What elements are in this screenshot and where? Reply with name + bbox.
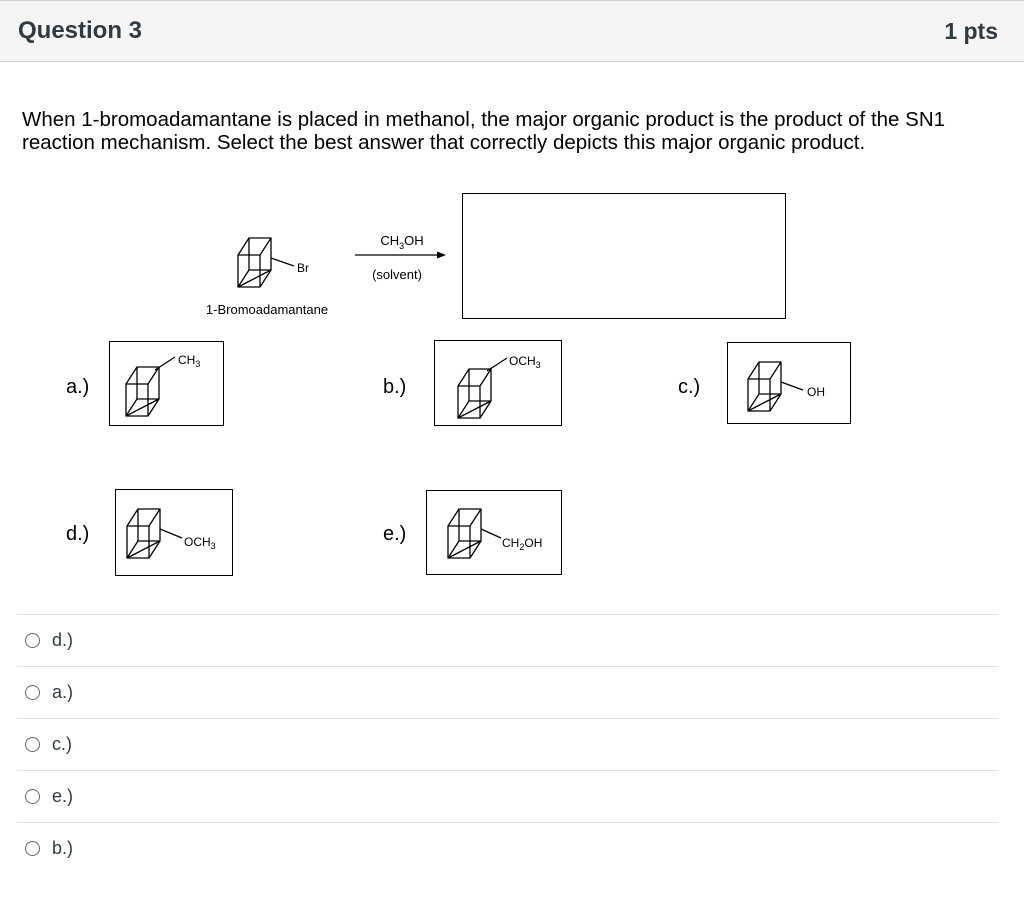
option-b-label: b.) — [383, 376, 407, 398]
reaction-figure — [0, 180, 1024, 600]
option-e-group: $CH_2OH$ — [502, 536, 543, 552]
answer-option[interactable] — [17, 718, 998, 770]
option-b-group: $OCH_3$ — [509, 354, 541, 370]
radio-button[interactable] — [25, 841, 40, 856]
reaction-arrow — [355, 233, 446, 282]
option-d-group: $OCH_3$ — [184, 535, 216, 551]
reaction-figure-svg — [0, 180, 1024, 600]
answer-label[interactable]: a.) — [52, 682, 74, 702]
option-e-label: e.) — [383, 523, 407, 545]
option-b — [383, 341, 562, 426]
question-points: 1 pts — [944, 18, 998, 44]
reactant-label: 1-Bromoadamantane — [205, 302, 329, 317]
reactant-substituent: Br — [297, 261, 309, 275]
reaction-condition: (solvent) — [372, 267, 422, 282]
radio-button[interactable] — [25, 737, 40, 752]
option-d-label: d.) — [66, 523, 90, 545]
question-title: Question 3 — [18, 17, 143, 44]
question-prompt: When 1-bromoadamantane is placed in methanol, the major organic product is the product of the SN1 reaction mechanism. Select the best answer that correctly depicts this major organic product. — [22, 108, 946, 154]
product-answer-box — [463, 194, 786, 319]
answer-label[interactable]: c.) — [52, 734, 72, 754]
answer-label[interactable]: b.) — [52, 838, 74, 858]
option-a-group: $CH_3$ — [178, 353, 201, 369]
option-a-label: a.) — [66, 376, 90, 398]
answer-option[interactable] — [17, 822, 998, 874]
reagent-formula: $CH_3OH$ — [380, 233, 424, 251]
option-c-label: c.) — [678, 376, 701, 398]
answer-option[interactable] — [17, 614, 998, 666]
answer-option[interactable] — [17, 770, 998, 822]
radio-button[interactable] — [25, 685, 40, 700]
option-c — [678, 343, 851, 424]
radio-button[interactable] — [25, 633, 40, 648]
answer-list — [17, 614, 998, 874]
question-header — [0, 0, 1024, 62]
answer-label[interactable]: d.) — [52, 630, 74, 650]
option-d — [66, 490, 233, 576]
option-a — [66, 342, 224, 426]
answer-option[interactable] — [17, 666, 998, 718]
answer-label[interactable]: e.) — [52, 786, 74, 806]
radio-button[interactable] — [25, 789, 40, 804]
reactant-structure — [206, 238, 328, 317]
option-c-group: OH — [807, 385, 825, 399]
option-e — [383, 491, 562, 575]
